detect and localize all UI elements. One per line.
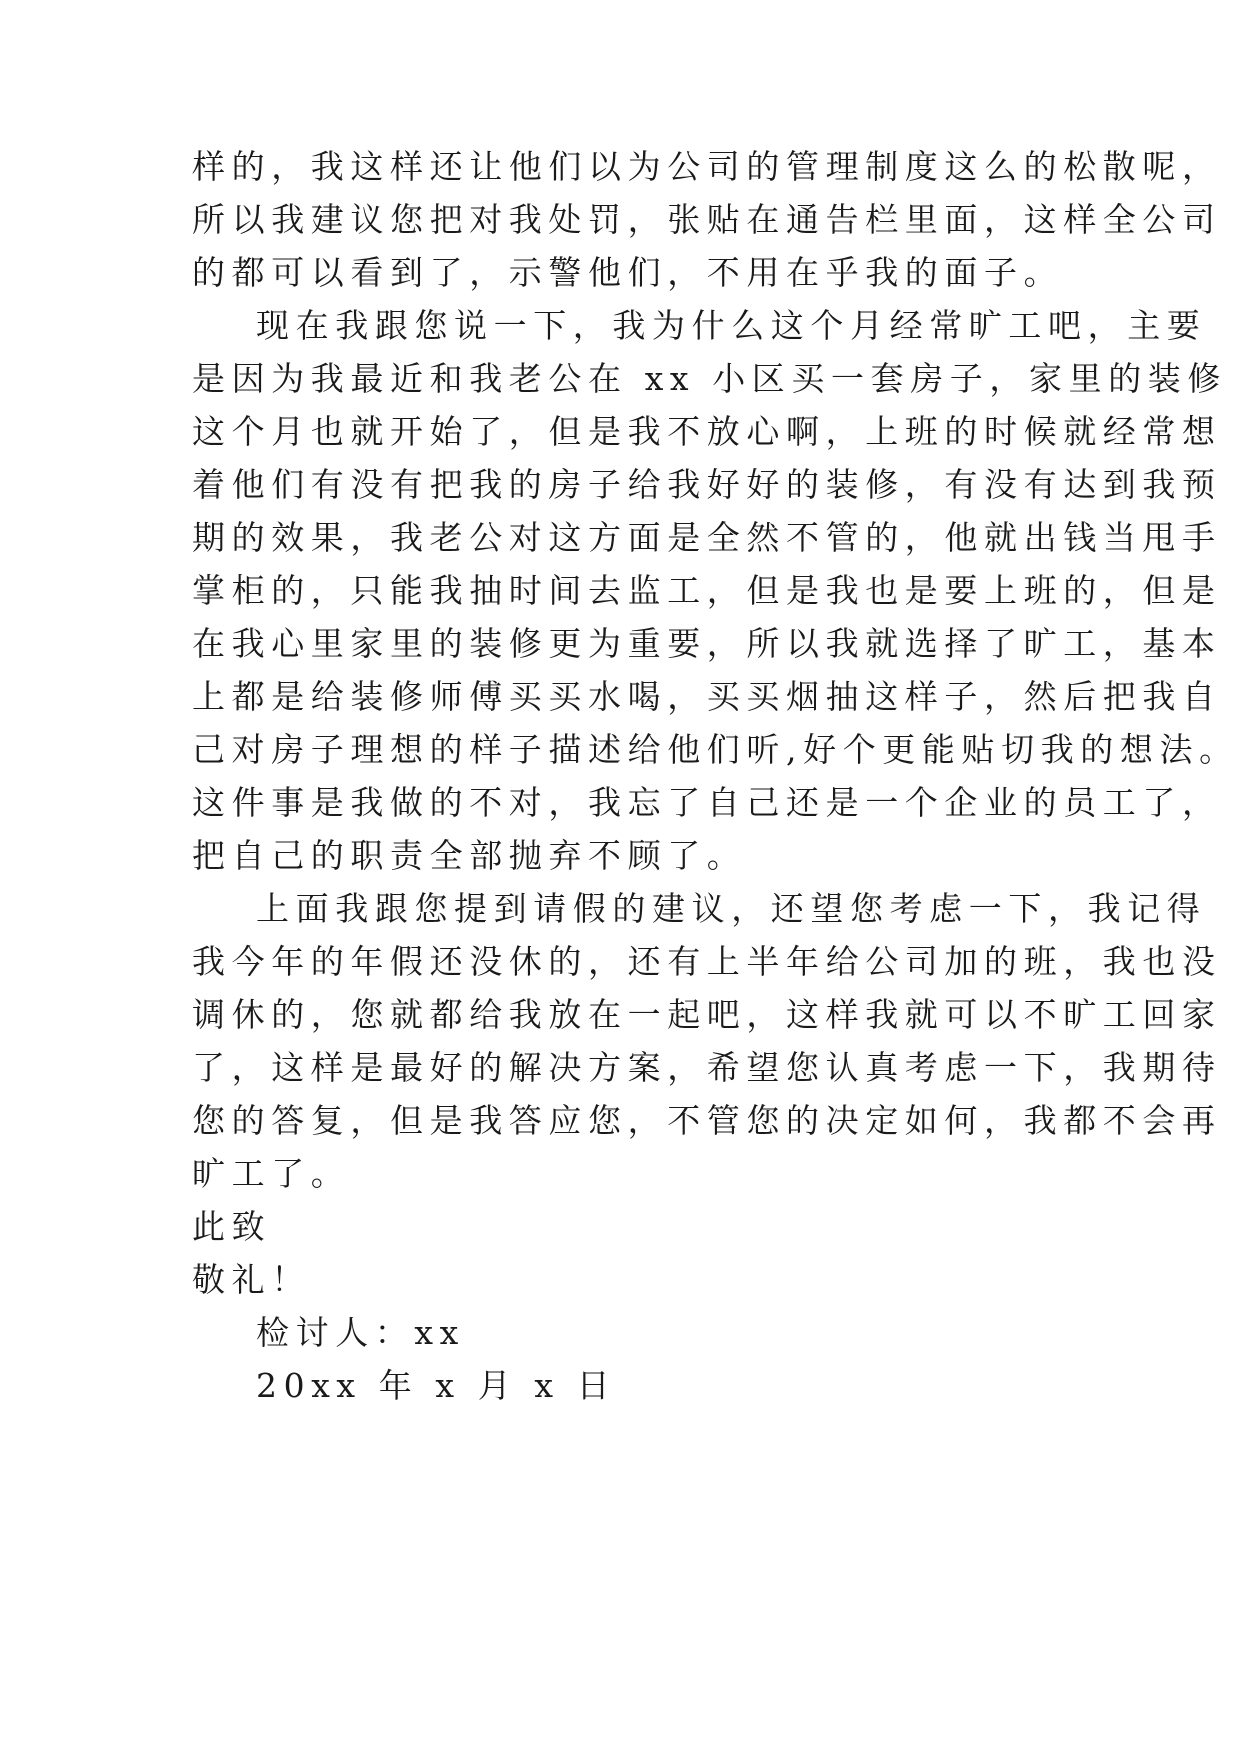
closing-regards: 敬礼！	[192, 1260, 311, 1299]
body-line: 上都是给装修师傅买买水喝，买买烟抽这样子，然后把我自	[192, 677, 1222, 716]
body-line: 己对房子理想的样子描述给他们听,好个更能贴切我的想法。	[192, 730, 1239, 769]
body-line: 这个月也就开始了，但是我不放心啊，上班的时候就经常想	[192, 412, 1222, 451]
paragraph-start-line: 上面我跟您提到请假的建议，还望您考虑一下，我记得	[256, 889, 1207, 928]
body-line: 调休的，您就都给我放在一起吧，这样我就可以不旷工回家	[192, 995, 1222, 1034]
body-line: 期的效果，我老公对这方面是全然不管的，他就出钱当甩手	[192, 518, 1222, 557]
body-line: 在我心里家里的装修更为重要，所以我就选择了旷工，基本	[192, 624, 1222, 663]
body-line: 样的，我这样还让他们以为公司的管理制度这么的松散呢，	[192, 147, 1222, 186]
body-line: 这件事是我做的不对，我忘了自己还是一个企业的员工了，	[192, 783, 1222, 822]
body-line: 是因为我最近和我老公在 xx 小区买一套房子，家里的装修	[192, 359, 1228, 398]
body-line: 把自己的职责全部抛弃不顾了。	[192, 836, 747, 875]
body-line: 所以我建议您把对我处罚，张贴在通告栏里面，这样全公司	[192, 200, 1222, 239]
date-line: 20xx 年 x 月 x 日	[256, 1366, 617, 1405]
signature-line: 检讨人：xx	[256, 1313, 465, 1352]
body-line: 的都可以看到了，示警他们，不用在乎我的面子。	[192, 253, 1064, 292]
body-line: 着他们有没有把我的房子给我好好的装修，有没有达到我预	[192, 465, 1222, 504]
body-line: 您的答复，但是我答应您，不管您的决定如何，我都不会再	[192, 1101, 1222, 1140]
body-line: 掌柜的，只能我抽时间去监工，但是我也是要上班的，但是	[192, 571, 1222, 610]
body-line: 了，这样是最好的解决方案，希望您认真考虑一下，我期待	[192, 1048, 1222, 1087]
closing-salutation: 此致	[192, 1207, 272, 1246]
body-line: 我今年的年假还没休的，还有上半年给公司加的班，我也没	[192, 942, 1222, 981]
paragraph-start-line: 现在我跟您说一下，我为什么这个月经常旷工吧，主要	[256, 306, 1207, 345]
body-line: 旷工了。	[192, 1154, 351, 1193]
